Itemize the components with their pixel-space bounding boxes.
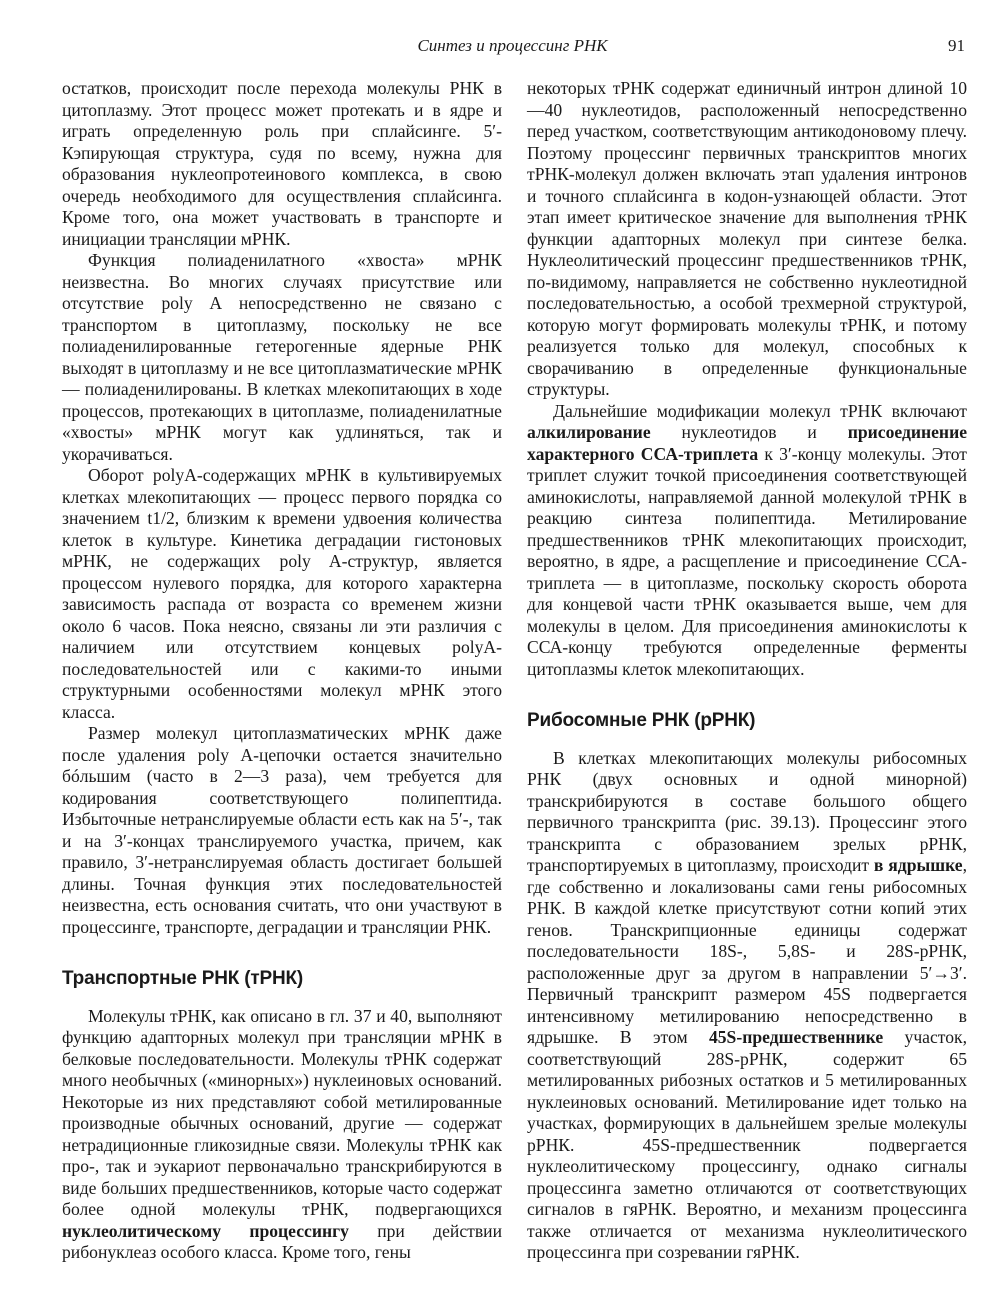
section-heading-trna: Транспортные РНК (тРНК)	[62, 968, 304, 989]
bold-term: алкилирование	[527, 422, 651, 442]
bold-term: 45S-предшественнике	[708, 1027, 884, 1047]
paragraph: Оборот polyA-содержащих мРНК в культивируемых клетках млекопитающих — процесс первого порядка со значением t1/2, близким к времени удвоения количества клеток в культуре. Кинетика деградации гистоновых мРНК, не содержащих poly A-структур, является процессом нулевого порядка, для которого характерна зависимость распада от возраста со временем жизни около 6 часов. Пока неясно, связаны ли эти различия с наличием или отсутствием концевых polyA-последовательностей или с какими-то иными структурными особенностями молекул мРНК этого класса.	[62, 465, 502, 722]
paragraph	[62, 1006, 502, 1264]
text-run: Молекулы тРНК, как описано в гл. 37 и 40, выполняют функцию адапторных молекул при трансляции мРНК в белковые последовательности. Молекулы тРНК содержат много необычных («минорных») нуклеиновых оснований. Некоторые из них представляют собой метилированные производные обычных оснований, другие — содержат нетрадиционные гликозидные связи. Молекулы тРНК как про-, так и эукариот первоначально транскрибируются в виде больших предшественников, которые часто содержат более одной молекулы тРНК, подвергающихся	[62, 1005, 502, 1219]
paragraph: Размер молекул цитоплазматических мРНК даже после удаления poly A-цепочки остается значительно бóльшим (часто в 2—3 раза), чем требуется для кодирования соответствующего полипептида. Избыточные нетранслируемые области есть как на 5′-, так и на 3′-концах транслируемого участка, причем, как правило, 3′-нетранслируемая область достигает большей длины. Точная функция этих последовательностей неизвестна, есть основания считать, что они участвуют в процессинге, транспорте, деградации и трансляции РНК.	[62, 723, 502, 937]
text-run: Дальнейшие модификации молекул тРНК включают	[553, 400, 967, 421]
text-run: В клетках млекопитающих молекулы рибосомных РНК (двух основных и одной минорной) транскрибируются в составе большого общего первичного транскрипта (рис. 39.13). Процессинг этого транскрипта с образованием зрелых рРНК, транспортируемых в цитоплазму, происходит	[527, 747, 967, 875]
bold-term: нуклеолитическому процессингу	[62, 1220, 349, 1241]
running-title: Синтез и процессинг РНК	[417, 36, 608, 55]
bold-term: присоединение характерного ССА-триплета	[527, 422, 968, 464]
page-number: 91	[948, 36, 965, 55]
bold-term: в ядрышке	[873, 855, 963, 875]
page-header	[60, 36, 965, 60]
paragraph	[527, 401, 967, 681]
text-run: нуклеотидов и	[681, 422, 817, 442]
paragraph: некоторых тРНК содержат единичный интрон длиной 10—40 нуклеотидов, расположенный непосредственно перед участком, соответствующим антикодоновому плечу. Поэтому процессинг первичных транскриптов многих тРНК-молекул должен включать этап удаления интронов и точного сплайсинга в кодон-узнающей области. Этот этап имеет критическое значение для выполнения тРНК функции адапторных молекул при синтезе белка. Нуклеолитический процессинг предшественников тРНК, по-видимому, направляется не собственно нуклеотидной последовательностью, а особой трехмерной структурой, которую могут формировать молекулы тРНК, и потому реализуется только для молекул, способных к сворачиванию в определенные функциональные структуры.	[527, 78, 967, 399]
right-column	[527, 78, 967, 1264]
text-run: при действии рибонуклеаз особого класса. Кроме того, гены	[62, 1220, 502, 1262]
text-run: , где собственно и локализованы сами гены рибосомных РНК. В каждой клетке присутствуют сотни копий этих генов. Транскрипционные единицы содержат последовательности 18S-, 5,8S- и 28S-рРНК, расположенные друг за другом в направлении 5′→3′. Первичный транскрипт размером 45S подвергается интенсивному метилированию непосредственно в ядрышке. В этом	[527, 855, 967, 1047]
paragraph: остатков, происходит после перехода молекулы РНК в цитоплазму. Этот процесс может протекать и в ядре и играть определенную роль при сплайсинге. 5′-Кэпирующая структура, судя по всему, нужна для образования нуклеопротеинового комплекса, в свою очередь необходимого для осуществления сплайсинга. Кроме того, она может участвовать в транспорте и инициации трансляции мРНК.	[62, 78, 502, 249]
left-column	[62, 78, 502, 1264]
paragraph	[527, 748, 967, 1264]
text-run: участок, соответствующий 28S-рРНК, содержит 65 метилированных рибозных остатков и 5 метилированных нуклеиновых оснований. Метилирование идет только на участках, формирующих в дальнейшем зрелые молекулы рРНК. 45S-предшественник подвергается нуклеолитическому процессингу, однако сигналы процессинга заметно отличаются от соответствующих сигналов в гяРНК. Вероятно, и механизм процессинга также отличается от механизма нуклеолитического процессинга при созревании гяРНК.	[527, 1027, 967, 1262]
section-heading-rrna: Рибосомные РНК (рРНК)	[527, 710, 756, 731]
text-run: к 3′-концу молекулы. Этот триплет служит точкой присоединения соответствующей аминокислоты, направляемой данной молекулой тРНК в реакцию синтеза полипептида. Метилирование предшественников тРНК млекопитающих происходит, вероятно, в ядре, а расщепление и присоединение ССА-триплета — в цитоплазме, поскольку скорость оборота для концевой части тРНК оказывается выше, чем для молекулы в целом. Для присоединения аминокислоты к ССА-концу требуются определенные ферменты цитоплазмы клеток млекопитающих.	[527, 443, 967, 679]
paragraph: Функция полиаденилатного «хвоста» мРНК неизвестна. Во многих случаях присутствие или отсутствие poly A непосредственно не связано с транспортом в цитоплазму, поскольку не все полиаденилированные гетерогенные ядерные РНК выходят в цитоплазму и не все цитоплазматические мРНК — полиаденилированы. В клетках млекопитающих в ходе процессов, протекающих в цитоплазме, полиаденилатные «хвосты» мРНК могут как удлиняться, так и укорачиваться.	[62, 250, 502, 464]
